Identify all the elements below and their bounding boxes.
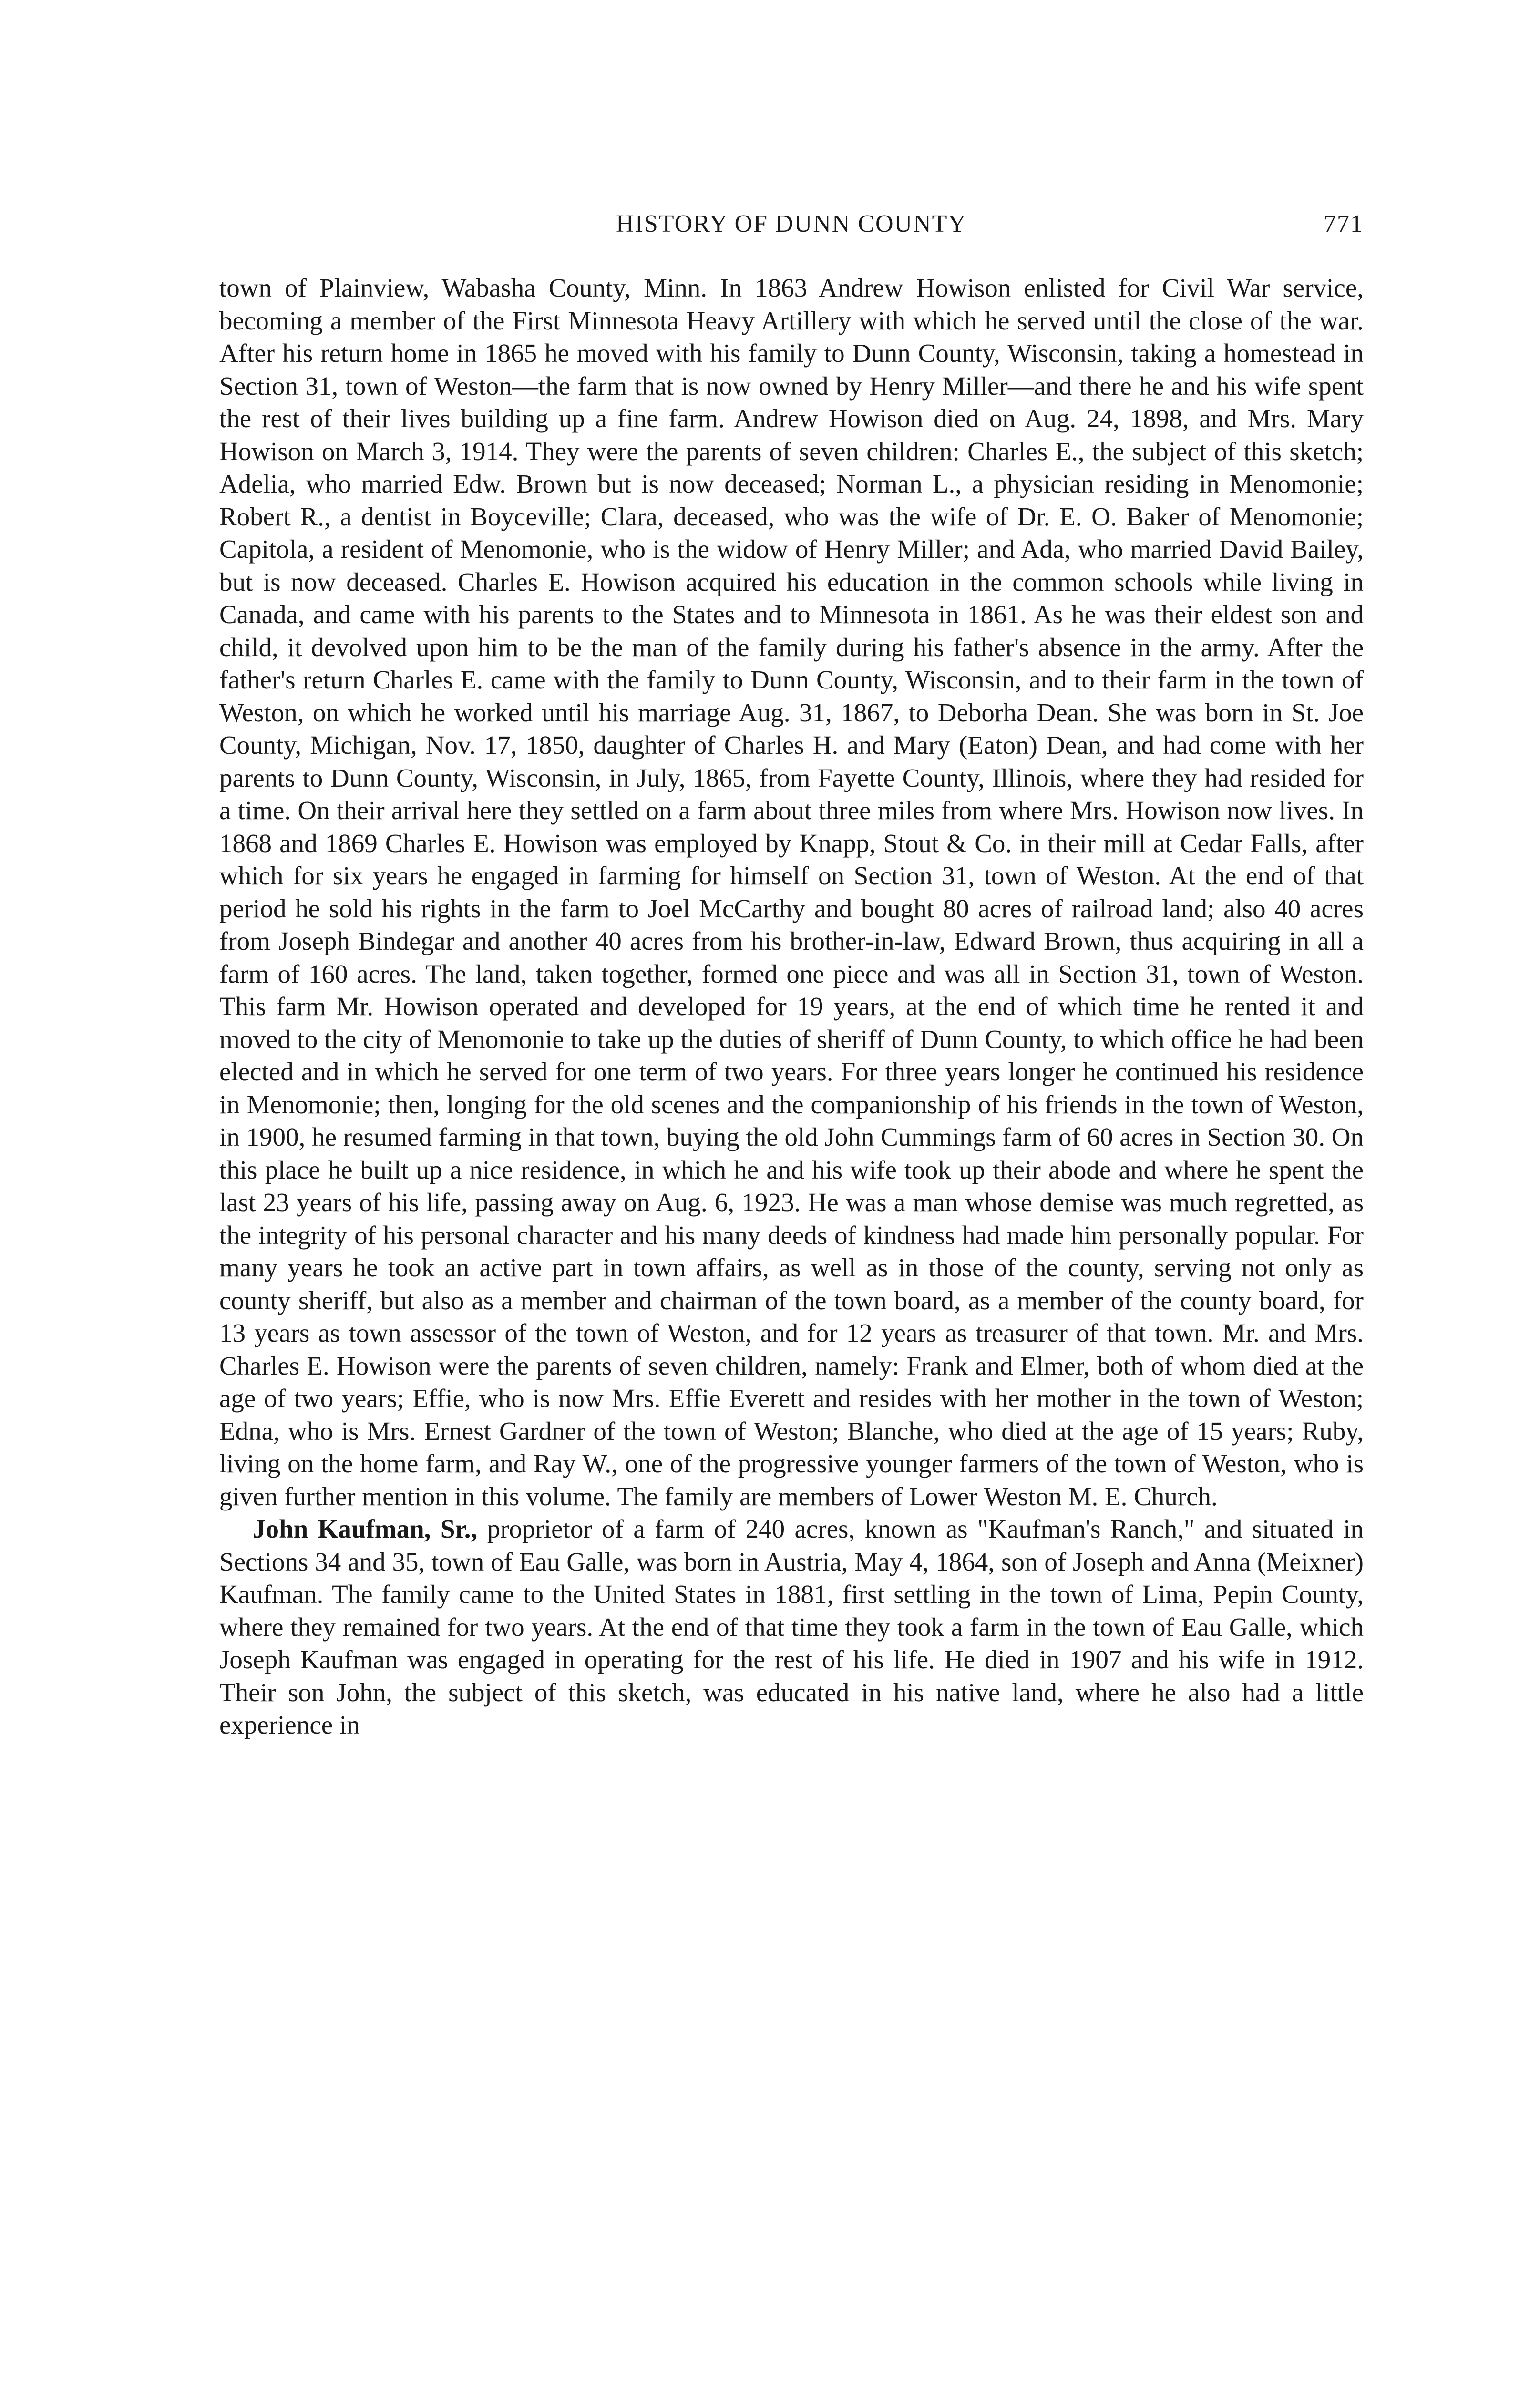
page-number: 771 (1324, 210, 1364, 237)
paragraph-text: proprietor of a farm of 240 acres, known as "Kaufman's Ranch," and situated in Sections 34 and 35, town of Eau Galle, was born in Austria, May 4, 1864, son of Joseph and Anna (Meixner) Kaufman. The family came to the United States in 1881, first settling in the town of Lima, Pepin County, where they remained for two years. At the end of that time they took a farm in the town of Eau Galle, which Joseph Kaufman was engaged in operating for the rest of his life. He died in 1907 and his wife in 1912. Their son John, the subject of this sketch, was educated in his native land, where he also had a little experience in (219, 1514, 1364, 1739)
document-page (219, 210, 1364, 1742)
paragraph-kaufman (219, 1513, 1364, 1742)
paragraph-text: town of Plainview, Wabasha County, Minn. In 1863 Andrew Howison enlisted for Civil War service, becoming a member of the First Minnesota Heavy Artillery with which he served until the close of the war. After his return home in 1865 he moved with his family to Dunn County, Wisconsin, taking a homestead in Section 31, town of Weston—the farm that is now owned by Henry Miller—and there he and his wife spent the rest of their lives building up a fine farm. Andrew Howison died on Aug. 24, 1898, and Mrs. Mary Howison on March 3, 1914. They were the parents of seven children: Charles E., the subject of this sketch; Adelia, who married Edw. Brown but is now deceased; Norman L., a physician residing in Menomonie; Robert R., a dentist in Boyceville; Clara, deceased, who was the wife of Dr. E. O. Baker of Menomonie; Capitola, a resident of Menomonie, who is the widow of Henry Miller; and Ada, who married David Bailey, but is now deceased. Charles E. Howison acquired his education in the common schools while living in Canada, and came with his parents to the States and to Minnesota in 1861. As he was their eldest son and child, it devolved upon him to be the man of the family during his father's absence in the army. After the father's return Charles E. came with the family to Dunn County, Wisconsin, and to their farm in the town of Weston, on which he worked until his marriage Aug. 31, 1867, to Deborha Dean. She was born in St. Joe County, Michigan, Nov. 17, 1850, daughter of Charles H. and Mary (Eaton) Dean, and had come with her parents to Dunn County, Wisconsin, in July, 1865, from Fayette County, Illinois, where they had resided for a time. On their arrival here they settled on a farm about three miles from where Mrs. Howison now lives. In 1868 and 1869 Charles E. Howison was employed by Knapp, Stout & Co. in their mill at Cedar Falls, after which for six years he engaged in farming for himself on Section 31, town of Weston. At the end of that period he sold his rights in the farm to Joel McCarthy and bought 80 acres of railroad land; also 40 acres from Joseph Bindegar and another 40 acres from his brother-in-law, Edward Brown, thus acquiring in all a farm of 160 acres. The land, taken together, formed one piece and was all in Section 31, town of Weston. This farm Mr. Howison operated and developed for 19 years, at the end of which time he rented it and moved to the city of Menomonie to take up the duties of sheriff of Dunn County, to which office he had been elected and in which he served for one term of two years. For three years longer he continued his residence in Menomonie; then, longing for the old scenes and the companionship of his friends in the town of Weston, in 1900, he resumed farming in that town, buying the old John Cummings farm of 60 acres in Section 30. On this place he built up a nice residence, in which he and his wife took up their abode and where he spent the last 23 years of his life, passing away on Aug. 6, 1923. He was a man whose demise was much regretted, as the integrity of his personal character and his many deeds of kindness had made him personally popular. For many years he took an active part in town affairs, as well as in those of the county, serving not only as county sheriff, but also as a member and chairman of the town board, as a member of the county board, for 13 years as town assessor of the town of Weston, and for 12 years as treasurer of that town. Mr. and Mrs. Charles E. Howison were the parents of seven children, namely: Frank and Elmer, both of whom died at the age of two years; Effie, who is now Mrs. Effie Everett and resides with her mother in the town of Weston; Edna, who is Mrs. Ernest Gardner of the town of Weston; Blanche, who died at the age of 15 years; Ruby, living on the home farm, and Ray W., one of the progressive younger farmers of the town of Weston, who is given further mention in this volume. The family are members of Lower Weston M. E. Church. (219, 273, 1364, 1511)
subject-name: John Kaufman, Sr., (253, 1514, 478, 1543)
paragraph-howison (219, 272, 1364, 1513)
running-head-title: HISTORY OF DUNN COUNTY (616, 210, 967, 237)
running-head (219, 210, 1364, 248)
body-text (219, 272, 1364, 1742)
